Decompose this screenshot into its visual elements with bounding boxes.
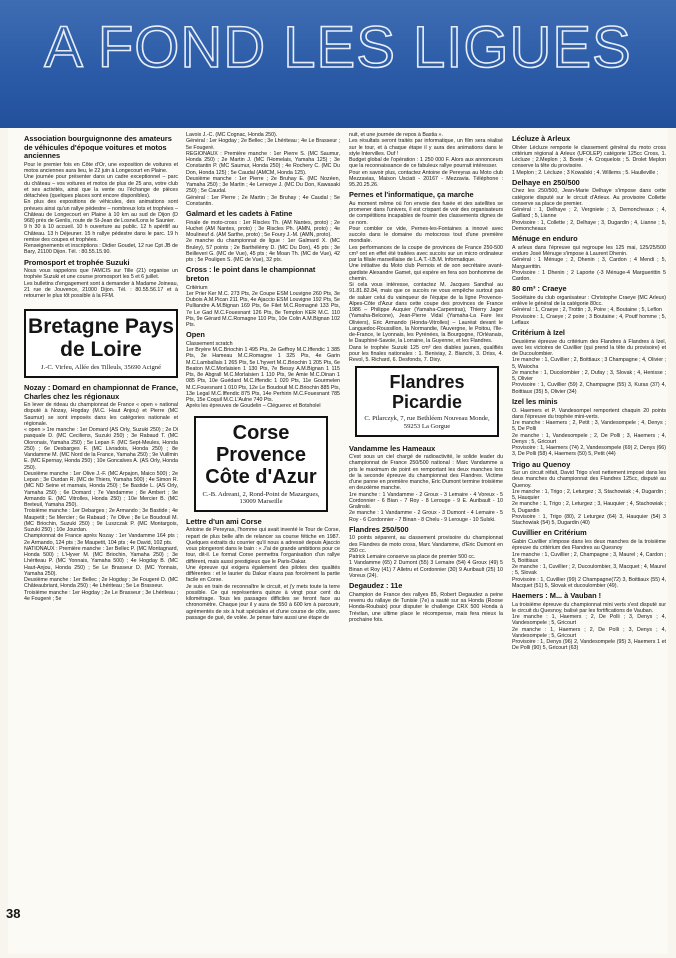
column-3 [349, 132, 503, 626]
article-paragraph: Provisoire : 1, Trigo (80), 2 Leturgez (64) 3, Hauquier (54) 3 Stachowiak (54) 5, Dugardin (40) [512, 513, 666, 527]
article [349, 191, 503, 363]
article-paragraph: Renseignements et inscriptions : Didier Goudet, 12 rue Cpt JB de Bary, 21100 Dijon. Tél. : 80.55.15.90. [24, 243, 178, 256]
article-paragraph: NATIONAUX : Première manche : 1er Bellec P. (MC Montagnard, Honda 500) ; L'Hyver M. (MC Briochin, Yamaha 250) ; 3e Lhériteau P. (MC Yonnais, Yamaha 500) ; 4e Hogday B. (MC Haut-Anjou, Honda 250) ; 5e Le Brasseur D. (MC Yonnais, Yamaha 250). [24, 545, 178, 577]
article-paragraph: Championnat de France après Nozay : 1er Vandamme 164 pts ; 2e Armando, 124 pts ; 3e Maupetit, 104 pts ; 4e David, 102 pts. [24, 533, 178, 546]
article [186, 210, 340, 263]
column-1 [24, 132, 178, 605]
article-paragraph: Patrick Lemaire conserve sa place de premier 500 cc. [349, 554, 476, 561]
article-heading: Flandres 250/500 [349, 524, 409, 534]
league-box-title: Bretagne Pays de Loire [28, 315, 174, 362]
article-paragraph: C'est sous un ciel chargé de radioactivité, le solide leader du championnat de France 250/500 national : Marc Vandamme a pris le maximum de point en remportant les deux manches lors de la seconde épreuve du championnat des Flandres. Victime d'une panne en première manche, Eric Dumont termine troisième en deuxième manche. [349, 454, 503, 492]
article-paragraph: Finale de moto-cross : 1er Riscles Th. (AM Nantes, proto) ; 2e Huchet (AM Nantes, proto) ; 3e Riscles Ph. (AMN, proto) ; 4e Moulineuf d. (AM Sarthe, proto) ; 5e Foury J.-M. (AMN, proto). [186, 219, 340, 239]
league-box-address: J.-C. Virfeu, Allée des Tilleuls, 35690 Acigné [41, 364, 161, 372]
article-paragraph: Deuxième épreuve du critérium des Flandres à Flandres à Izel, avec les victoires de Cuvillier (qui prend la tête du provisoire) et de Ducoulombier. [512, 338, 666, 358]
article-heading: Degaudez : 11e [349, 581, 403, 591]
article-paragraph: 9 h 30 à 10 accueil. 10 h ouverture au public. 12 h apéritif au Château. 13 h Déjeuner. 15 h rallye pédestre dans le parc. 19 h remise des coupes et trophées. [24, 224, 178, 243]
article-paragraph: En plus des expositions de véhicules, des animations sont prévues ainsi qu'un rallye pédestre – nombreux lots et trophées – Château de Longecourt en Plaine à 10 km au sud de Dijon (D 968) près de Genlis, route de St-Jean de Losne/Lons le Saunier. [24, 199, 178, 225]
article-heading: Vandamme les Hameaux [349, 443, 436, 453]
header-banner [0, 0, 676, 128]
article-paragraph: En lever de rideau du championnat de France « open » national disputé à Nozay, Hogday (M.C. Haut Anjou) et Pierre (MC Saumur) se sont imposés dans les catégories nationale et régionale. [24, 402, 178, 427]
article-paragraph: Général : 1, Craeye ; 2, Trottin ; 3, Poire ; 4, Boutaine ; 5, Leflon [512, 307, 662, 314]
article-paragraph: 1re manche : 1, Haemers ; 2, De Polli ; 3, Denys ; 4, Vandesompele ; 5, Gricourt [512, 614, 666, 627]
article-paragraph: 2e manche : 1, Trigo ; 2, Leturgez ; 3, Hauquier ; 4, Stachowiak ; 5, Dugardin [512, 501, 666, 514]
article-paragraph: 1 Vandamme (65) 2 Dumont (55) 3 Lemaire (54) 4 Groux (49) 5 Binan et Roy (41) 7 Alletru et Cordonnier (30) 9 Auribault (25) 10 Voreux (24). [349, 560, 503, 579]
article-heading: Trigo au Quenoy [512, 459, 571, 469]
article-paragraph: Olivier Lécluze remporte le classement général du moto cross critérium régional à Arleux (UFOLEP) catégorie 125cc Cross, 1. Lécluze ; 2.Meplon ; 3. Boete ; 4. Croquelois ; 5. Drolet Meplon conserve la tête du provisoire. [512, 144, 666, 170]
article [186, 266, 340, 328]
article [512, 179, 666, 232]
article-paragraph: Provisoire : 1, Cuvillier (59) 2, Champagne (55) 3, Kuras (37) 4, Boittiaux (35) 5, Olivier (34) [512, 382, 666, 395]
page-title: A FOND LES LIGUES [44, 15, 632, 80]
article-paragraph: Critérium [186, 284, 208, 291]
article-heading: Critérium à Izel [512, 328, 565, 338]
article-paragraph: Les performances de la coupe de provinces de France 250-500 cm³ ont en effet été traitées avec succès sur un micro ordinateur par la filiale marseillaise de L.A.T.-I.B.M. Informatique. [349, 244, 503, 264]
article [512, 461, 666, 527]
article-paragraph: Général : 1, Delhaye ; 2, Vergniete ; 3, Demoncheaux ; 4, Gaillard ; 5, Lianne [512, 207, 666, 220]
article [186, 132, 340, 207]
page-number: 38 [6, 906, 21, 921]
article-paragraph: 1er Prier Ker M.C. 273 Pts, 2e Coupe ESM Louvigne 260 Pts, 3e Dubois A.M.Pican 211 Pts, 4e Ajaccio ESM Louvigne 192 Pts, 5e Pulliandre A.M.Bignan 169 Pts, 6e Filet M.C.Romagné 133 Pts, 7e Le Gad M.C.Fouesnant 126 Pts, 8e Templon KER M.C. 110 Pts, 9e Gérard M.C.Romagne 110 Pts, 10e Colin A.M.Bignan 102 Pts. [186, 290, 340, 329]
article-paragraph: 2e manche : 1, Ducolombier ; 2, Dufay ; 3, Slovak ; 4, Henisse ; 5, Olivier [512, 369, 666, 383]
article-paragraph: A arleux dans l'épreuve qui regroupe les 125 mai, 125/25/500 enduro José Ménuge s'impose à Laurent Dhenin. [512, 244, 666, 258]
article-paragraph: Deuxième manche : 1er Pierre ; 2e Bruhay E. (MC Nozéen, Yamaha 250) ; 3e Martin ; 4e Lenvoye J. (MC Du Don, Kawasaki 250) ; 5e Caudal. [186, 175, 340, 195]
article-paragraph: Si cela vous intéresse, contactez M. Jacques Sandhal au 91.81.82.84, mais que ce succès ne vous empêche surtout pas de saluer celui du vainqueur de l'équipe de la ligne Provence-Alpes-Côte d'Azur dans cette coupe des provinces de France 1986 – Philippe Auquier (Yamaha-Carpentras), Thierry Jager (Yamaha-Belcone), Jean-Pierre Vidal (Yamaha-La Fare les Oliviers), Eric Armando (Honda-Vitrolles) – Lauréat devant le Languedoc-Roussillon, la Normandie, l'Auvergne, le Poitou, l'Ile-de-France, le Lyonnais, les Pyrénées, la Bourgogne, l'Orléanais, le Dauphiné-Savoie, la Lorraine, la Guyenne, et les Flandres. [349, 282, 503, 345]
article-paragraph: Les bulletins d'engagement sont à demander à Madame Joineau, 21 rue de Jouvence, 21000 Dijon. Tél. : 80.55.56.17 et à retourner le plus tôt possible à la FFM. [24, 280, 178, 300]
article-heading: Delhaye en 250/500 [512, 177, 580, 187]
article [349, 526, 503, 579]
article-paragraph: La troisième épreuve du championnat mini verts s'est disputé sur le circuit du Quesnoy, balisé par les fortifications de Vauban. [512, 601, 666, 614]
league-box-address: C.-B. Adreani, 2, Rond-Point de Mazargues, 13009 Marseille [202, 490, 320, 506]
article-paragraph: 2e manche du championnat de ligue : 1er Galmard X. (MC Bruley), 57 points ; 2e Barthélémy D. (MC Du Don), 45 pts ; 3e Beilleveri G. (MC de Vue), 45 pts ; 4e Moan Th. (MC de Vue), 42 pts ; 5e Pouligen S. (MC de Vue), 32 pts. [186, 238, 340, 264]
article [349, 132, 503, 188]
article-paragraph: Provisoire : 1, Collette ; 2, Delhaye ; 3, Dugardin ; 4, Lianne ; 5, Demoncheaux [512, 219, 666, 232]
article-paragraph: Provisoire : 1, Craeye ; 2 poire ; 3 Boutaine ; 4, Poutf homme ; 5, Leflaux [512, 313, 666, 326]
article [24, 384, 178, 602]
article-heading: Izel les minis [512, 396, 558, 406]
article [512, 592, 666, 652]
article-heading: Lettre d'un ami Corse [186, 516, 262, 526]
article [24, 259, 178, 300]
article-paragraph: Pour le premier fois en Côte d'Or, une exposition de voitures et motos anciennes aura lieu, le 22 juin à Longecourt en Plaine. [24, 161, 178, 175]
article-paragraph: 1re manche : 1 Vandamme - 2 Groux - 3 Lemaire - 4 Voreux - 5 Cordonnier - 6 Bian - 7 Roy - 8 Lerouge - 9 E. Auribault - 10 Gralinski. [349, 491, 503, 511]
article-paragraph: 1 Meplon ; 2. Lécluze ; 3 Kowalski ; 4. Willems ; 5. Haulleville ; [512, 169, 659, 176]
article-paragraph: REGIONAUX : Première manche : 1er Pierre S. (MC Saumur, Honda 250) ; 2e Martin J. (MC l'Homelais, Yamaha 125) ; 3e Constantin P. (MC Saumur, Honda 250) ; 4e Rochery C. (MC Du Don, Honda 125) ; 5e Caudal (AMCM, Honda 125). [186, 150, 340, 176]
article-paragraph: 2e manche : 1, Vandesompele ; 2, De Polli ; 3, Haemers ; 4, Denys ; 5, Gricourt [512, 432, 666, 445]
article-paragraph: 10 points séparent, au classement provisoire du championnat des Flandres de moto cross, Marc Vandamme, d'Eric Dumont en 250 cc. [349, 535, 503, 554]
column-2 [186, 132, 340, 624]
article-paragraph: « open » 1re manche : 1er Domard (AS Orly, Suzuki 250) ; 2e Di pasquale D. (MC Ceciliens, Suzuki 250) ; 3e Rabaud T. (MC Oloronais, Yamaha 250) ; 5e Lepan F. (MC Sept-Meules, Honda 250) ; 6e Desbarges F. (MC Livradois, Honda 250) ; 8e Vandamme M. (MC Nord de la France, Yamaha 250) ; 9e Vuillmin E. (MC Epernay, Honda 250) ; 10e Goncalves A. (AS Orly, Honda 250). [24, 427, 178, 471]
article-heading: Lécluze à Arleux [512, 134, 571, 143]
league-box [24, 309, 178, 378]
league-box-address: C. Pilarczyk, 7, rue Bethléem Nouveau Monde, 59253 La Gorgue [364, 415, 490, 430]
league-box [194, 416, 328, 512]
article-paragraph: Budget global de l'opération : 1 250 000 F. Alors aux annonceurs que la reconnaissance de ce fabuleux rallye pourrait intéresser. [349, 157, 503, 170]
magazine-page [8, 128, 668, 954]
article-paragraph: Deuxième manche : 1er Bellec ; 2e Hogday ; 3e Fougeré D. (MC Châteaubriant, Honda 250) ; 4e Lhériteau ; 5e Le Brasseur. [24, 577, 178, 590]
article-paragraph: Au moment même où l'on envoie des fusée et des satellites se promener dans l'univers, il est crispant de voir des organisateurs de compétitions incapables de fournir des classements dignes de ce nom. [349, 200, 503, 226]
article-heading: Cross : le point dans le championnat breton [186, 265, 316, 283]
article-paragraph: Une initiative du Moto club Pernois et de son secrétaire avant-gardiste Alexandre Gamet, qui espère en fera son bonhomme de chemin. [349, 263, 503, 282]
article-paragraph: Une épreuve qui exigera également des pilotes des qualités différentes : et le laurier du Dakar n'aura pas forcément la partie facile en Corse. [186, 564, 340, 584]
article-heading: Haemers : M... à Vauban ! [512, 591, 602, 600]
article-paragraph: Lavoix J.-C. (MC Cognac, Honda 250). [186, 132, 278, 138]
article-paragraph: 1re manche : 1, Trigo ; 2, Leturgez ; 3, Stachowiak ; 4, Dugardin ; 5, Hauquier [512, 488, 666, 502]
article-paragraph: Pour en savoir plus, contactez Antoine de Pereyras au Moto club Mezzavias, Maison Usciati - 20167 - Mezzavia. Téléphone : 95.20.25.26. [349, 169, 503, 188]
article-heading: Open [186, 330, 205, 340]
article-heading: Cuvillier en Critérium [512, 528, 587, 538]
article-heading: Nozay : Domard en championnat de France, Charles chez les régionaux [24, 382, 179, 401]
article-paragraph: Pour combler ce vide, Pernes-les-Fontaines a innové avec succès dans le domaine du motocross tout d'une première mondiale. [349, 225, 503, 245]
article-heading: 80 cm³ : Craeye [512, 284, 567, 294]
article-paragraph: Provisoire : 1, Haemers (74) 2, Vandesompele (69) 2, Denys (66) 3, De Polli (58) 4, Haemers (50) 5, Petit (44) [512, 445, 666, 458]
league-box [355, 366, 499, 436]
league-box-title: Corse Provence Côte d'Azur [205, 421, 317, 488]
article [186, 331, 340, 409]
article-paragraph: Provisoire : 1, Denys (96) 2, Vandesompele (95) 3, Haemers 1 et De Polli (90) 5, Gricourt (63) [512, 639, 666, 652]
article-paragraph: Dans le trophée Suzuki 125 cm³ des diables jaunes, qualifiés pour les finales nationales : 1. Beniviay, 2. Bianchi, 3. Driss, 4. Revol, 5. Richard, 6. Desfonds, 7. Dixy. [349, 344, 503, 364]
article-paragraph: 2e manche : 1, Cuvillier ; 2, Ducoulombier, 3, Macquet ; 4, Maurel ; 5, Slovak [512, 564, 666, 577]
article-paragraph: 2e manche : 1, Haemers ; 2, De Polli ; 3, Denys ; 4, Vandesompele ; 5, Gricourt [512, 626, 666, 639]
article [512, 285, 666, 326]
article [349, 445, 503, 523]
article-paragraph: Classement scratch [186, 340, 233, 347]
article [512, 329, 666, 395]
article-paragraph: Après les épreuves de Goudelin – Cléguerec et Botsholel [186, 403, 321, 410]
column-4 [512, 132, 666, 655]
article-paragraph: Provisoire : 1 Dhenin ; 2 Laporte (-3 Ménuge-4 Marguerittin 5 Cardon. [512, 269, 666, 283]
article-paragraph: Je suis en train de reconnaître le circuit, et j'y mets toute la terre possible. Ce qui représentera quinze à vingt pour cent du kilométrage. Tous les passages difficiles se feront face au chronomètre. Chaque jour il y aura de 550 à 600 km à parcourir, agrémentés de six à huit spéciales et d'une course de côte, avec passage de gué, de volée. Je pense faire aussi une étape de [186, 583, 340, 621]
league-box-title: Flandres Picardie [389, 372, 465, 413]
article [24, 135, 178, 256]
article [512, 529, 666, 589]
article-paragraph: Une journée pour présenter dans un cadre exceptionnel – parc du château – vos voitures et motos de plus de 25 ans, votre club et ses activités, ainsi que la vente ou l'échange de pièces détachées (quelques places sont encore disponibles). [24, 174, 178, 200]
article-paragraph: Troisième manche : 1er Hogday ; 2e Le Brasseur ; 3e Lhériteau ; 4e Fougeré ; 5e [24, 589, 178, 602]
article-paragraph: 1re manche : Haemers ; 2, Petit ; 3, Vandesompele ; 4, Denys ; 5, De Polli [512, 420, 666, 433]
article-paragraph: Troisième manche : 1er Debarges ; 2e Armando ; 3e Bastide ; 4e Maupetit ; 5e Mercier ; 6e Rabaud ; 7e Olive ; 8e Le Boudouil M. (MC Briochin, Suzuki 250) ; 9e Luszczak P. (MC Montargois, Suzuki 250) ; 10e Jourdan. [24, 508, 178, 534]
article-paragraph: Provisoire : 1, Cuvillier (99) 2 Champagne(72) 3, Boittiaux (55) 4, Macquet (51) 5, Slovak et ducoulombier (49). [512, 576, 666, 589]
article-heading: Association bourguignonne des amateurs de véhicules d'époque voitures et motos anciennes [24, 134, 172, 161]
article [512, 135, 666, 176]
article [349, 582, 503, 623]
article-heading: Promosport et trophée Suzuki [24, 257, 130, 267]
article-heading: Galmard et les cadets à Fatine [186, 209, 293, 218]
article-paragraph: Général : 1er Pierre ; 2e Martin ; 3e Bruhay ; 4e Caudal ; 5e Constantin. [186, 194, 340, 207]
article-paragraph: 2e manche : 1 Vandamme - 2 Groux - 3 Dumont - 4 Lemaire - 5 Roy - 6 Cordonnier - 7 Binan - 8 Chelu - 9 Lerouge - 10 Sulski. [349, 510, 503, 523]
article [512, 398, 666, 458]
article-paragraph: Deuxième manche : 1er Olive J.-F. (MC Arpajon, Maico 500) ; 2e Lepan ; 3e Ourdan R. (MC de Thiers, Yamaha 500) ; 4e Simon R. (MC ND Seine et marnais, Honda 250) ; 5e Bastide L. (AS Orly, Yamaha 250) ; 6e Domard ; 7e Vandamme ; 8e Ambert ; 9e Armando E. (MC Vitrolles, Honda 250) ; 10e Mercier B. (MC Breteuil, Yamaha 250). [24, 470, 178, 509]
article-paragraph: Général : 1 Ménuge ; 2, Dhenin ; 3, Cardon ; 4 Mendi ; 5, Marguerittin. [512, 257, 666, 270]
article-paragraph: Nous vous rappelons que l'AMCIS sur Tille (21) organise un trophée Suzuki et une course promosport les 5 et 6 juillet. [24, 268, 178, 281]
article-paragraph: Champion de France des rallyes 85, Robert Degaudez a peine revenu du rallaye de Tunisie (7e) a sauté sur sa Honda (Roose Honda-Roubaix) pour disputer le challenge CRX 500 Honda à Trévilan, une ultime place le récompense, mais fera mieux la prochaine fois. [349, 591, 503, 623]
article-heading: Ménuge en enduro [512, 234, 578, 244]
article-heading: Pernes et l'informatique, ça marche [349, 190, 474, 200]
article-paragraph: Gabin Cuvillier s'impose dans les deux manches de la troisième épreuve du critérium des Flandres au Quesnoy [512, 539, 666, 552]
article-paragraph: Les résultats seront traités par informatique, un film sera réalisé sur le tour, et à chaque étape il y aura des animations dans le style Intervilles. Ouf ! [349, 138, 503, 157]
article-paragraph: 1re manche : 1, Cuvillier ; 2, Boittiaux ; 3 Champagne ; 4, Olivier ; 5, Waiocha [512, 357, 666, 370]
article-paragraph: O. Haemers et P. Vandesompel remportent chaquin 20 points dans l'épreuve du trophée mini-verts. [512, 407, 666, 420]
article-paragraph: Antoine de Pereyras, l'homme qui avait inventé le Tour de Corse, repart de plus belle afin de relancer sa course fétiche en 1987. Quelques extraits du courrier qu'il nous a adressé depuis Ajaccio vous plongeront dans le bain : « J'ai de grande ambitions pour ce tour, dit-il. Le format Corse permettra l'organisation d'un rallye différent, mais aussi prestigieux que le Paris-Dakar. [186, 527, 340, 565]
article-paragraph: nuit, et une journée de repos à Bastia ». [349, 132, 443, 138]
article-paragraph: 1er Bryère M.C.Briochin 1 495 Pts, 2e Geffroy M.C.Iffendic 1 385 Pts, 3e Hameau M.C.Romagne 1 325 Pts, 4e Garin M.C.Lamballais 1 265 Pts, 5e L'hyvert M.C.Briochin 1 205 Pts, 6e Beaton M.C.Morlaisien 1 130 Pts, 7e Bessy A.M.Bignan 1 115 Pts, 8e Abgrall M.C.Morlaisien 1 110 Pts, 9e Amie M.C.Dinan 1 085 Pts, 10e Guédard M.C.Iffendic 1 020 Pts, 11e Gourmelen M.C.Fouesnant 1 010 Pts, 12e Le Boudouil M.C.Briochin 885 Pts, 13e Legal M.C.Iffendic 875 Pts, 14e Perhirin M.C.Fouesnant 785 Pts, 15e Coquil M.C.L'Aulne 740 Pts. [186, 347, 340, 404]
article [186, 518, 340, 621]
article-paragraph: Sur un circuit réfait, David Trigo s'est nettement imposé dans les deux manches du championnat des Flandres 125cc, disputé au Quenoy. [512, 470, 666, 489]
article-paragraph: Chez les 250/500, Jean-Marie Delhaye s'impose dans cette catégorie disputé sur le circuit d'Arleux. Au provisoire Collette conserve sa place de premier. [512, 188, 666, 207]
article-paragraph: Sociétaire du club organisateur : Christophe Craeye (MC Arleux) enlève le général de la catégorie 80cc. [512, 294, 666, 308]
article-paragraph: 1re manche : 1, Cuvillier ; 2, Champagne ; 3, Maurel ; 4, Cardon ; 5, Boittiaux [512, 551, 666, 564]
article-paragraph: Général : 1er Hogday ; 2e Bellec ; 3e Lhériteau ; 4e Le Brasseur ; 5e Fougeré. [186, 138, 340, 151]
article [512, 235, 666, 282]
